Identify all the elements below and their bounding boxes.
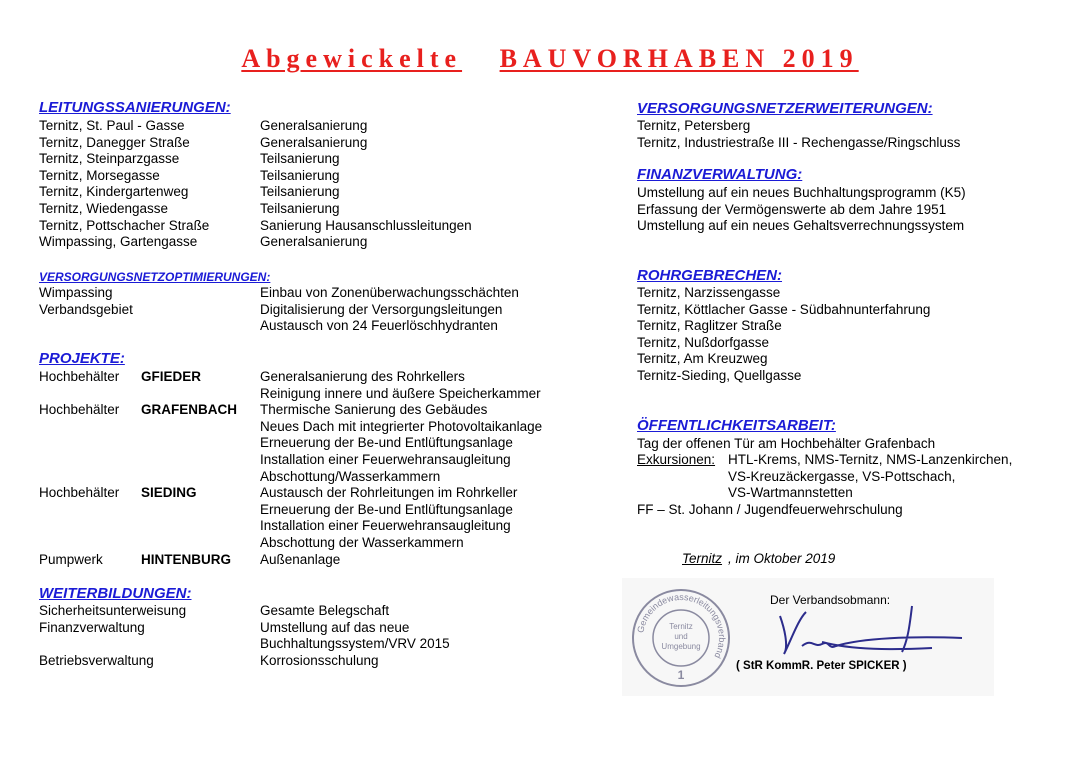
list-item: Ternitz, Petersberg <box>637 118 751 133</box>
row-location: Verbandsgebiet <box>39 301 133 317</box>
svg-text:Gemeindewasserleitungsverband: Gemeindewasserleitungsverband <box>635 591 728 661</box>
obmann-name: ( StR KommR. Peter SPICKER ) <box>736 660 907 672</box>
date-text: , im Oktober 2019 <box>728 551 836 566</box>
heading-oeffentlichkeitsarbeit: ÖFFENTLICHKEITSARBEIT: <box>637 417 836 434</box>
row-topic: Sicherheitsunterweisung <box>39 603 187 618</box>
row-type: Hochbehälter <box>39 369 120 384</box>
list-item: Umstellung auf ein neues Buchhaltungsprogramm (K5) <box>637 185 966 200</box>
svg-text:Umgebung: Umgebung <box>661 642 701 651</box>
heading-leitungssanierungen: LEITUNGSSANIERUNGEN: <box>39 99 231 116</box>
row-task: Generalsanierung <box>260 134 368 150</box>
row-task: Abschottung der Wasserkammern <box>260 535 464 550</box>
row-task: Sanierung Hausanschlussleitungen <box>260 217 472 233</box>
exkursion-item: HTL-Krems, NMS-Ternitz, NMS-Lanzenkirchen, <box>728 452 1013 467</box>
exkursion-item: VS-Wartmannstetten <box>728 485 853 501</box>
heading-rohrgebrechen: ROHRGEBRECHEN: <box>637 267 783 284</box>
heading-versorgungsnetzoptimierungen: VERSORGUNGSNETZOPTIMIERUNGEN: <box>39 270 271 284</box>
row-topic: Betriebsverwaltung <box>39 652 154 668</box>
row-task: Generalsanierung <box>260 118 368 133</box>
row-task: Umstellung auf das neue <box>260 619 410 635</box>
svg-text:Ternitz: Ternitz <box>669 622 693 631</box>
heading-projekte: PROJEKTE: <box>39 350 125 367</box>
list-item: Ternitz, Nußdorfgasse <box>637 334 770 350</box>
row-task: Thermische Sanierung des Gebäudes <box>260 402 488 418</box>
row-type: Pumpwerk <box>39 551 103 567</box>
row-location: Ternitz, Danegger Straße <box>39 134 190 150</box>
stamp-seal-icon <box>626 583 736 693</box>
row-location: Ternitz, Wiedengasse <box>39 201 169 216</box>
row-task: Buchhaltungssystem/VRV 2015 <box>260 636 450 652</box>
heading-finanzverwaltung: FINANZVERWALTUNG: <box>637 166 803 183</box>
row-type: Hochbehälter <box>39 402 120 418</box>
list-item: Erfassung der Vermögenswerte ab dem Jahre 1951 <box>637 201 947 217</box>
list-item: Ternitz, Am Kreuzweg <box>637 351 768 367</box>
row-task: Gesamte Belegschaft <box>260 603 390 618</box>
obmann-label: Der Verbandsobmann: <box>770 593 891 607</box>
row-task: Digitalisierung der Versorgungsleitungen <box>260 301 503 317</box>
list-item: Ternitz, Narzissengasse <box>637 285 781 300</box>
row-topic: Finanzverwaltung <box>39 619 145 635</box>
title-part-1: Abgewickelte <box>241 44 463 73</box>
list-item: Ternitz-Sieding, Quellgasse <box>637 368 802 383</box>
row-task: Korrosionsschulung <box>260 652 379 668</box>
row-task: Einbau von Zonenüberwachungsschächten <box>260 285 519 300</box>
title-part-2: BAUVORHABEN 2019 <box>499 44 859 73</box>
row-location: Ternitz, Steinparzgasse <box>39 151 180 167</box>
heading-weiterbildungen: WEITERBILDUNGEN: <box>39 585 192 602</box>
row-task: Austausch von 24 Feuerlöschhydranten <box>260 318 498 334</box>
exkursion-item: VS-Kreuzäckergasse, VS-Pottschach, <box>728 468 956 484</box>
list-item: FF – St. Johann / Jugendfeuerwehrschulung <box>637 502 903 517</box>
list-item: Ternitz, Köttlacher Gasse - Südbahnunterfahrung <box>637 301 931 317</box>
row-task: Teilsanierung <box>260 201 340 216</box>
row-location: Ternitz, Kindergartenweg <box>39 184 189 200</box>
row-location: Ternitz, Morsegasse <box>39 167 160 183</box>
page-title <box>0 44 1080 74</box>
signature-area <box>622 578 994 696</box>
exkursionen-label: Exkursionen: <box>637 452 716 467</box>
svg-text:und: und <box>674 632 688 641</box>
row-type: Hochbehälter <box>39 485 120 501</box>
row-site-name: HINTENBURG <box>141 551 231 567</box>
row-task: Erneuerung der Be-und Entlüftungsanlage <box>260 435 513 451</box>
list-item: Tag der offenen Tür am Hochbehälter Grafenbach <box>637 436 936 451</box>
row-location: Ternitz, St. Paul - Gasse <box>39 118 185 133</box>
row-site-name: GFIEDER <box>141 369 202 384</box>
row-task: Austausch der Rohrleitungen im Rohrkeller <box>260 485 518 501</box>
list-item: Umstellung auf ein neues Gehaltsverrechnungssystem <box>637 218 965 234</box>
row-task: Außenanlage <box>260 551 341 567</box>
row-task: Generalsanierung <box>260 234 368 250</box>
row-task: Reinigung innere und äußere Speicherkammer <box>260 385 541 401</box>
svg-text:1: 1 <box>677 668 685 682</box>
row-site-name: GRAFENBACH <box>141 402 237 418</box>
row-task: Installation einer Feuerwehransaugleitung <box>260 518 511 534</box>
row-task: Teilsanierung <box>260 151 340 167</box>
row-task: Neues Dach mit integrierter Photovoltaikanlage <box>260 418 543 434</box>
row-task: Generalsanierung des Rohrkellers <box>260 369 465 384</box>
row-task: Teilsanierung <box>260 167 340 183</box>
row-location: Wimpassing <box>39 285 113 300</box>
row-task: Installation einer Feuerwehransaugleitung <box>260 452 511 467</box>
row-location: Wimpassing, Gartengasse <box>39 234 198 250</box>
row-task: Abschottung/Wasserkammern <box>260 468 441 484</box>
heading-versorgungsnetzerweiterungen: VERSORGUNGSNETZERWEITERUNGEN: <box>637 100 933 117</box>
place-name: Ternitz <box>682 551 723 566</box>
list-item: Ternitz, Raglitzer Straße <box>637 318 782 334</box>
row-location: Ternitz, Pottschacher Straße <box>39 217 210 233</box>
row-task: Teilsanierung <box>260 184 340 200</box>
row-task: Erneuerung der Be-und Entlüftungsanlage <box>260 501 513 517</box>
row-site-name: SIEDING <box>141 485 197 501</box>
list-item: Ternitz, Industriestraße III - Rechengasse/Ringschluss <box>637 134 961 150</box>
